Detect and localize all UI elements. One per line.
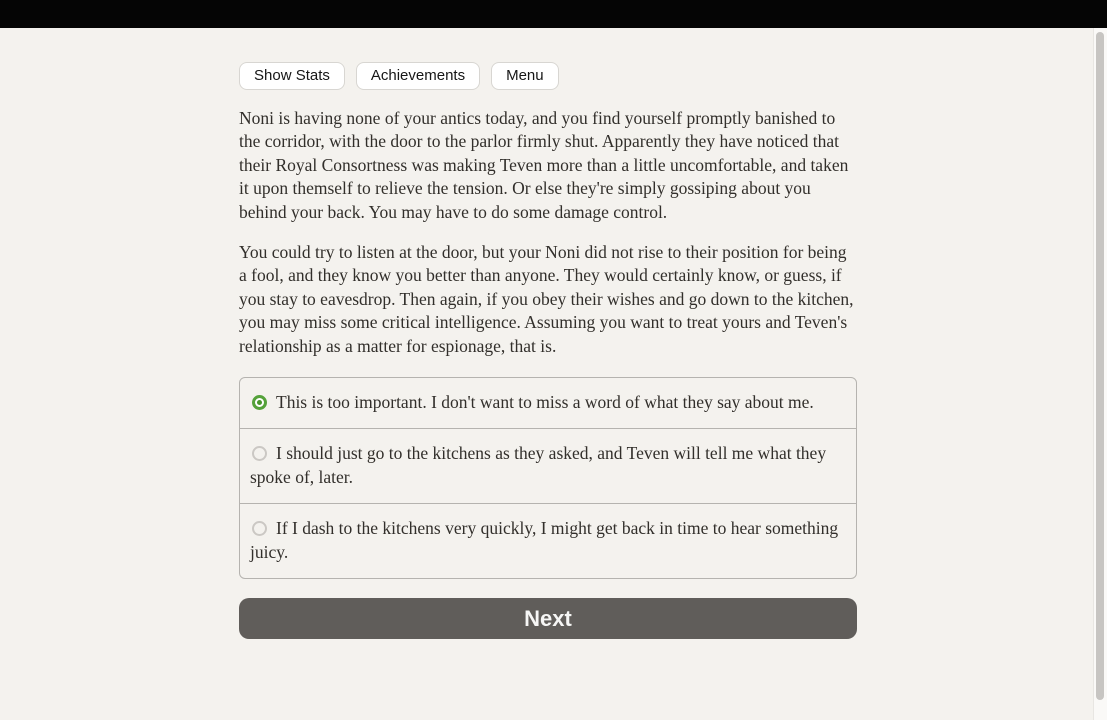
radio-button-icon[interactable] [252,395,267,410]
radio-button-icon[interactable] [252,446,267,461]
choice-option-label: This is too important. I don't want to miss a word of what they say about me. [276,392,814,413]
choice-option-label: If I dash to the kitchens very quickly, I might get back in time to hear something juicy. [250,518,839,562]
story-paragraph: You could try to listen at the door, but your Noni did not rise to their position for being a fool, and they know you better than anyone. They would certainly know, or guess, if you stay to eavesdrop. Then again, if you obey their wishes and go down to the kitchen, you may miss some critical intelligence. Assuming you want to treat yours and Teven's relationship as a matter for espionage, that is. [239,242,854,356]
choice-option-2[interactable] [240,428,856,503]
top-black-bar [0,0,1107,28]
choice-option-3[interactable] [240,503,856,578]
choice-option-label: I should just go to the kitchens as they asked, and Teven will tell me what they spoke of, later. [250,443,827,487]
radio-button-icon[interactable] [252,521,267,536]
scrollbar-thumb[interactable] [1096,32,1104,700]
game-content [239,28,857,639]
story-paragraph: Noni is having none of your antics today, and you find yourself promptly banished to the corridor, with the door to the parlor firmly shut. Apparently they have noticed that their Royal Consortness was making Teven more than a little uncomfortable, and taken it upon themself to relieve the tension. Or else they're simply gossiping about you behind your back. You may have to do some damage control. [239,108,849,222]
story-text [239,107,857,358]
show-stats-button[interactable]: Show Stats [239,62,345,90]
toolbar [239,62,857,90]
choice-list [239,377,857,579]
menu-button[interactable]: Menu [491,62,559,90]
choice-option-1[interactable] [240,378,856,428]
next-button[interactable]: Next [239,598,857,639]
achievements-button[interactable]: Achievements [356,62,480,90]
scrollbar-track[interactable] [1093,28,1107,720]
